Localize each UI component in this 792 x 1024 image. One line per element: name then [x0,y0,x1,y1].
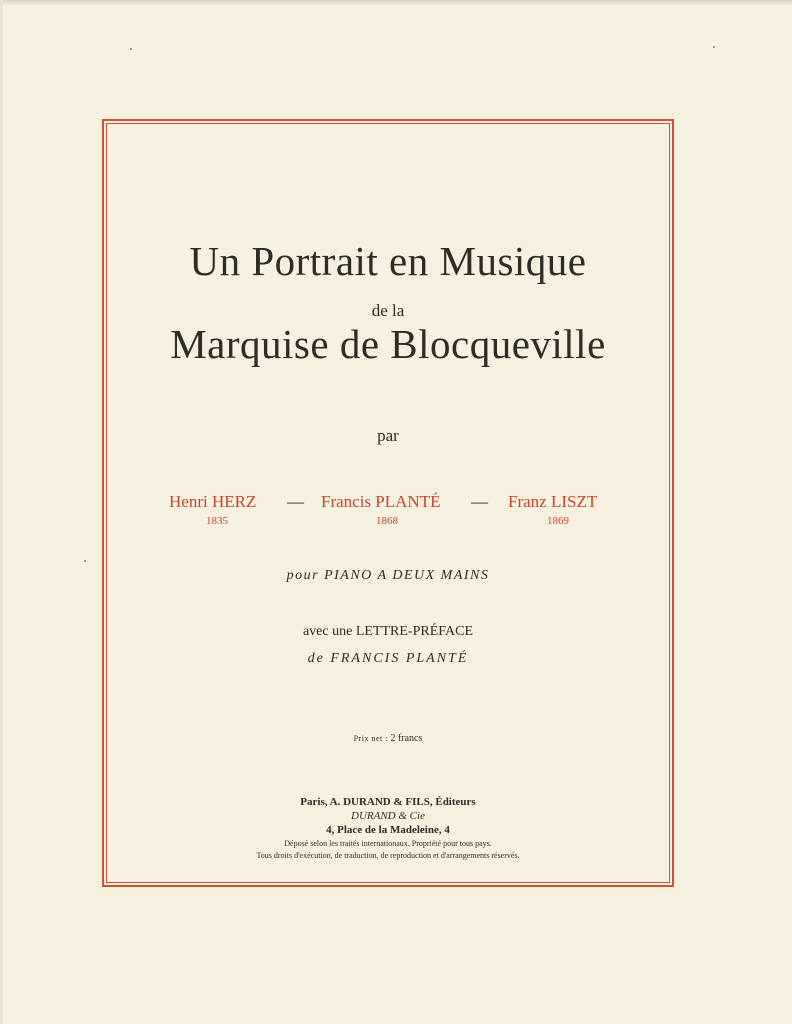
instrumentation: pour PIANO A DEUX MAINS [286,568,490,583]
composer-year-herz: 1835 [206,515,228,527]
paper-speck [130,48,132,50]
paper-speck [84,560,86,562]
publisher-line-1: Paris, A. DURAND & FILS, Éditeurs [300,796,476,808]
composer-year-liszt: 1869 [547,515,569,527]
composer-year-plante: 1868 [376,515,398,527]
composer-name-plante: Francis PLANTÉ [321,492,441,511]
publisher-line-2: DURAND & Cie [351,810,425,822]
page-top-edge [0,0,792,6]
price-line [107,733,669,744]
title-line-2: Marquise de Blocqueville [170,321,606,367]
price-value: 2 francs [390,733,423,744]
composer-separator-1: — [287,492,304,511]
title-line-1: Un Portrait en Musique [189,238,587,284]
page-left-edge [0,0,3,1024]
preface-line-2: de FRANCIS PLANTÉ [307,651,469,666]
title-page-content [107,124,669,882]
title-connector: de la [371,301,405,320]
copyright-notice-2: Tous droits d'exécution, de traduction, de reproduction et d'arrangements réservés. [256,851,520,860]
by-label: par [377,426,399,445]
composer-separator-2: — [471,492,488,511]
composer-name-liszt: Franz LISZT [508,492,598,511]
composer-name-herz: Henri HERZ [169,492,257,511]
copyright-notice-1: Déposé selon les traités internationaux. Propriété pour tous pays. [284,839,492,848]
publisher-address: 4, Place de la Madeleine, 4 [326,824,450,836]
preface-line-1: avec une LETTRE-PRÉFACE [302,624,474,639]
paper-speck [713,46,715,48]
price-label: Prix net : [353,734,388,743]
